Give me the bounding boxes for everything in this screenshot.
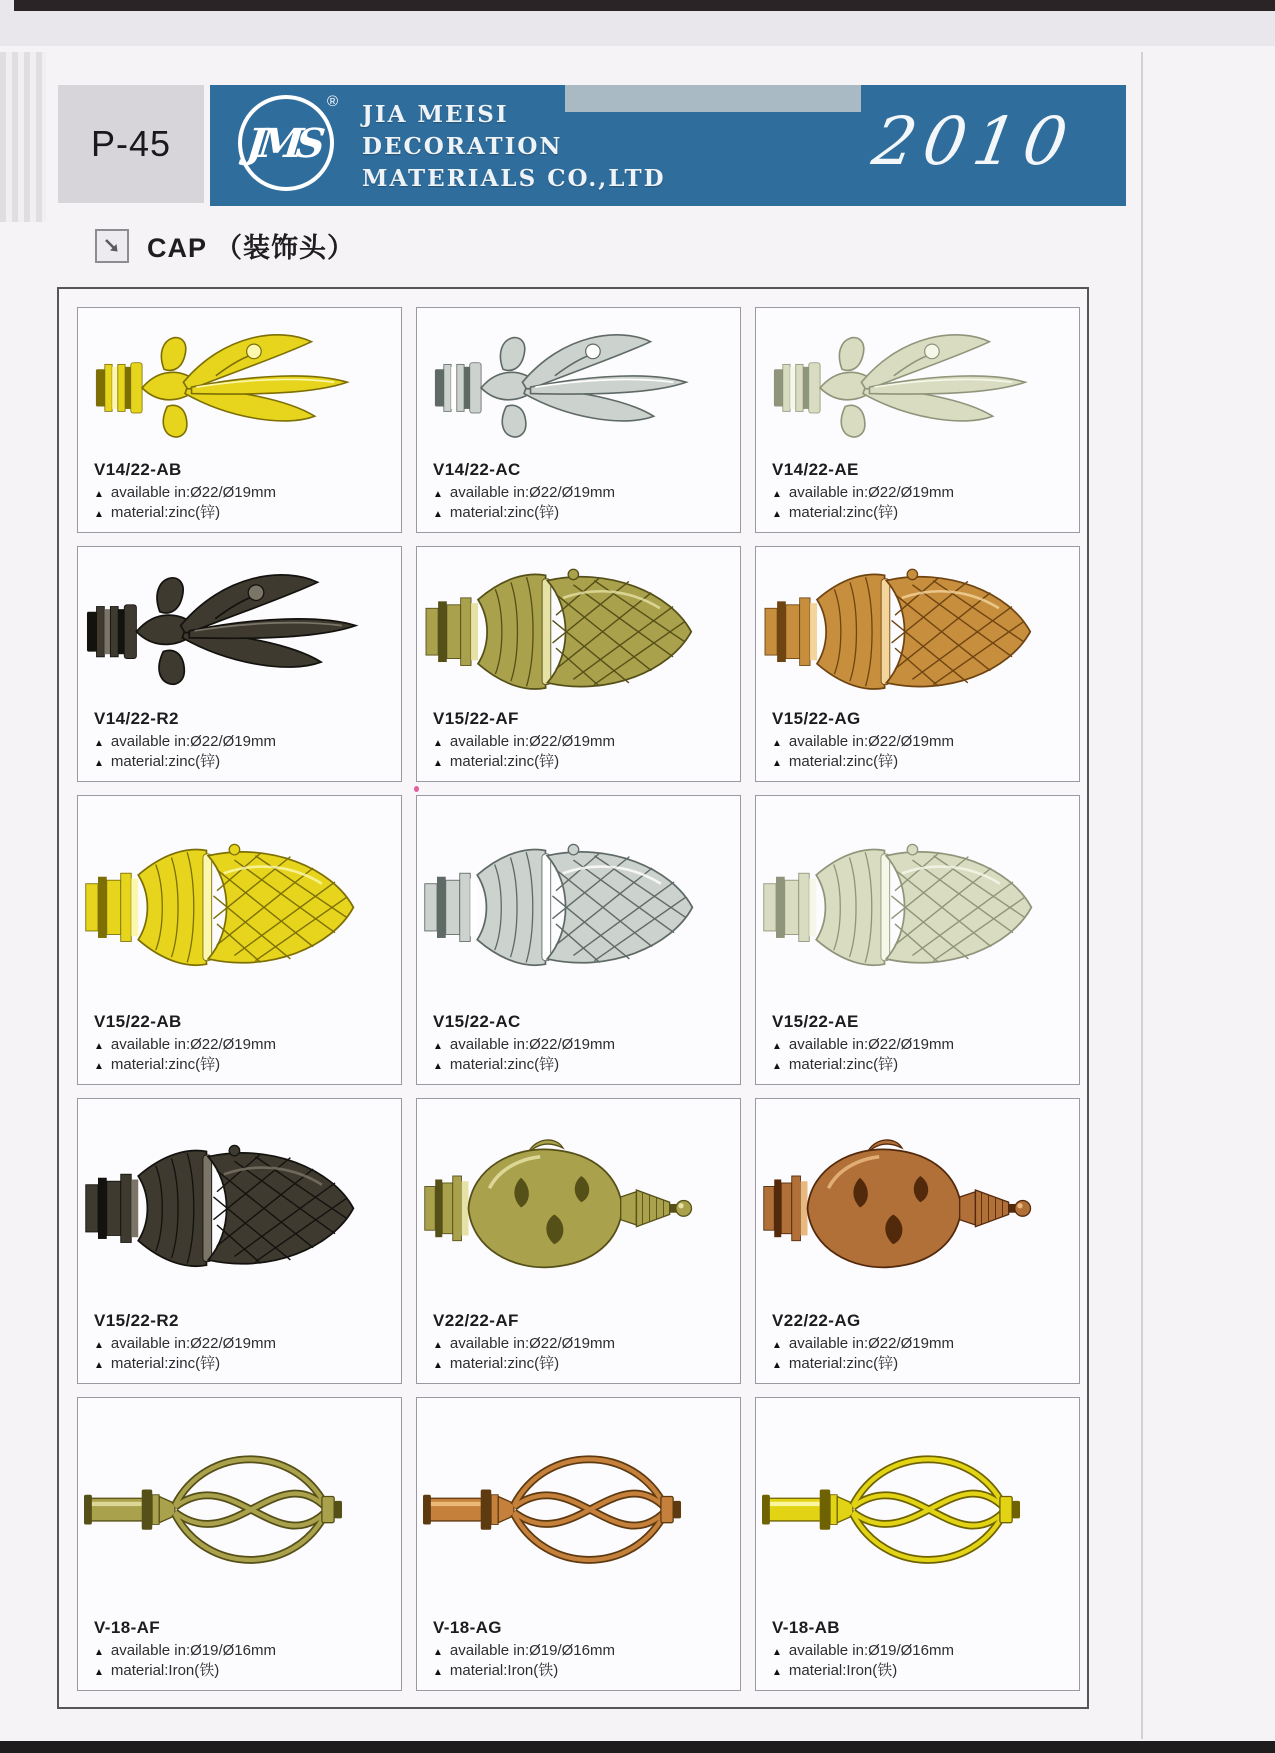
product-available-line xyxy=(94,732,393,752)
product-available-line xyxy=(772,1641,1071,1661)
scan-edge-bottom xyxy=(0,1741,1275,1753)
product-available-line xyxy=(433,732,732,752)
product-code: V-18-AF xyxy=(94,1617,161,1637)
logo-circle-icon xyxy=(238,95,334,191)
product-info xyxy=(756,1311,1079,1384)
product-image xyxy=(756,796,1079,1012)
product-available-line xyxy=(433,1334,732,1354)
triangle-bullet-icon: ▲ xyxy=(772,1060,782,1072)
product-available-line xyxy=(772,483,1071,503)
product-info xyxy=(78,1618,401,1691)
finial-illustration xyxy=(84,833,364,982)
finial-illustration xyxy=(84,319,364,457)
product-info xyxy=(756,709,1079,782)
triangle-bullet-icon: ▲ xyxy=(94,1040,104,1052)
product-available: available in:Ø22/Ø19mm xyxy=(449,1035,615,1053)
product-code: V14/22-R2 xyxy=(94,708,179,728)
triangle-bullet-icon: ▲ xyxy=(94,737,104,749)
triangle-bullet-icon: ▲ xyxy=(94,1359,104,1371)
triangle-bullet-icon: ▲ xyxy=(94,1339,104,1351)
finial-illustration xyxy=(423,1437,703,1586)
company-logo xyxy=(238,95,338,195)
triangle-bullet-icon: ▲ xyxy=(772,1040,782,1052)
product-available-line xyxy=(772,1334,1071,1354)
product-info xyxy=(417,1618,740,1691)
product-material: material:zinc(锌) xyxy=(449,1354,560,1372)
triangle-bullet-icon: ▲ xyxy=(94,488,104,500)
finial-illustration xyxy=(423,558,703,705)
product-code: V15/22-AG xyxy=(772,708,861,728)
triangle-bullet-icon: ▲ xyxy=(433,1646,443,1658)
product-info xyxy=(417,1311,740,1384)
product-code: V-18-AB xyxy=(772,1617,840,1637)
product-code: V15/22-R2 xyxy=(94,1310,179,1330)
product-material-line xyxy=(94,503,393,523)
triangle-bullet-icon: ▲ xyxy=(94,757,104,769)
product-available: available in:Ø22/Ø19mm xyxy=(788,1334,954,1352)
product-code: V14/22-AC xyxy=(433,459,521,479)
triangle-bullet-icon: ▲ xyxy=(772,1666,782,1678)
product-info xyxy=(417,1012,740,1085)
product-material: material:Iron(铁) xyxy=(449,1661,559,1679)
product-cell xyxy=(416,795,741,1085)
product-info xyxy=(78,460,401,533)
product-available-line xyxy=(433,1035,732,1055)
product-material: material:zinc(锌) xyxy=(110,752,221,770)
product-available: available in:Ø22/Ø19mm xyxy=(110,1035,276,1053)
product-available: available in:Ø22/Ø19mm xyxy=(449,732,615,750)
triangle-bullet-icon: ▲ xyxy=(433,488,443,500)
triangle-bullet-icon: ▲ xyxy=(772,1359,782,1371)
product-image xyxy=(78,1398,401,1618)
product-info xyxy=(78,709,401,782)
finial-illustration xyxy=(762,1134,1042,1283)
company-name-line3: MATERIALS CO.,LTD xyxy=(362,165,666,192)
product-image xyxy=(756,547,1079,709)
section-arrow-icon xyxy=(95,229,129,263)
product-image xyxy=(756,1099,1079,1311)
product-material: material:zinc(锌) xyxy=(449,1055,560,1073)
product-available: available in:Ø22/Ø19mm xyxy=(449,1334,615,1352)
page-number-box xyxy=(58,85,204,203)
product-image xyxy=(78,308,401,460)
product-material-line xyxy=(772,1055,1071,1075)
product-cell xyxy=(77,1397,402,1691)
product-available: available in:Ø22/Ø19mm xyxy=(788,1035,954,1053)
triangle-bullet-icon: ▲ xyxy=(433,508,443,520)
finial-illustration xyxy=(84,1437,364,1586)
product-code: V15/22-AB xyxy=(94,1011,182,1031)
triangle-bullet-icon: ▲ xyxy=(772,1646,782,1658)
finial-illustration xyxy=(762,319,1042,457)
triangle-bullet-icon: ▲ xyxy=(94,1060,104,1072)
product-material-line xyxy=(433,1055,732,1075)
product-code: V22/22-AG xyxy=(772,1310,861,1330)
triangle-bullet-icon: ▲ xyxy=(433,1060,443,1072)
triangle-bullet-icon: ▲ xyxy=(772,1339,782,1351)
product-material: material:zinc(锌) xyxy=(788,752,899,770)
product-material: material:zinc(锌) xyxy=(788,503,899,521)
product-cell xyxy=(755,1397,1080,1691)
product-available: available in:Ø19/Ø16mm xyxy=(788,1641,954,1659)
product-available-line xyxy=(772,1035,1071,1055)
product-code: V14/22-AE xyxy=(772,459,859,479)
product-material-line xyxy=(94,752,393,772)
product-material-line xyxy=(433,503,732,523)
triangle-bullet-icon: ▲ xyxy=(772,488,782,500)
product-available-line xyxy=(433,1641,732,1661)
product-info xyxy=(417,460,740,533)
company-banner xyxy=(210,85,1126,206)
logo-monogram: JMS xyxy=(244,119,322,167)
product-material: material:Iron(铁) xyxy=(110,1661,220,1679)
product-image xyxy=(417,1398,740,1618)
triangle-bullet-icon: ▲ xyxy=(433,757,443,769)
page-edge-right xyxy=(1141,52,1143,1739)
finial-illustration xyxy=(423,1134,703,1283)
product-available: available in:Ø19/Ø16mm xyxy=(110,1641,276,1659)
product-image xyxy=(78,1099,401,1311)
product-material-line xyxy=(433,1354,732,1374)
scan-ink-dot xyxy=(414,786,419,792)
product-image xyxy=(417,308,740,460)
product-code: V22/22-AF xyxy=(433,1310,519,1330)
product-cell xyxy=(416,1397,741,1691)
scan-edge-top xyxy=(14,0,1275,11)
product-grid xyxy=(57,287,1089,1709)
triangle-bullet-icon: ▲ xyxy=(94,1666,104,1678)
company-name-line2: DECORATION xyxy=(362,133,563,160)
product-code: V15/22-AC xyxy=(433,1011,521,1031)
product-material: material:zinc(锌) xyxy=(449,503,560,521)
product-available: available in:Ø19/Ø16mm xyxy=(449,1641,615,1659)
triangle-bullet-icon: ▲ xyxy=(433,737,443,749)
product-available: available in:Ø22/Ø19mm xyxy=(449,483,615,501)
product-material: material:zinc(锌) xyxy=(110,1354,221,1372)
product-cell xyxy=(77,307,402,533)
page-number: P-45 xyxy=(90,123,172,164)
product-code: V14/22-AB xyxy=(94,459,182,479)
product-image xyxy=(417,547,740,709)
product-material: material:zinc(锌) xyxy=(788,1354,899,1372)
product-material: material:zinc(锌) xyxy=(788,1055,899,1073)
triangle-bullet-icon: ▲ xyxy=(433,1359,443,1371)
product-available-line xyxy=(772,732,1071,752)
product-image xyxy=(78,547,401,709)
product-available-line xyxy=(94,483,393,503)
product-image xyxy=(756,1398,1079,1618)
product-info xyxy=(756,460,1079,533)
product-available-line xyxy=(433,483,732,503)
product-material-line xyxy=(94,1055,393,1075)
registered-trademark-icon: ® xyxy=(326,93,338,110)
finial-illustration xyxy=(423,319,703,457)
finial-illustration xyxy=(762,558,1042,705)
triangle-bullet-icon: ▲ xyxy=(94,1646,104,1658)
product-cell xyxy=(77,546,402,782)
section-header xyxy=(95,226,355,265)
triangle-bullet-icon: ▲ xyxy=(433,1339,443,1351)
product-code: V-18-AG xyxy=(433,1617,502,1637)
product-image xyxy=(417,796,740,1012)
product-available: available in:Ø22/Ø19mm xyxy=(788,732,954,750)
product-image xyxy=(756,308,1079,460)
product-available-line xyxy=(94,1035,393,1055)
product-code: V15/22-AF xyxy=(433,708,519,728)
catalog-year: 2010 xyxy=(867,103,1081,180)
product-image xyxy=(78,796,401,1012)
finial-illustration xyxy=(423,833,703,982)
triangle-bullet-icon: ▲ xyxy=(94,508,104,520)
product-material-line xyxy=(772,503,1071,523)
product-cell xyxy=(416,1098,741,1384)
triangle-bullet-icon: ▲ xyxy=(772,757,782,769)
section-title: CAP （装饰头） xyxy=(147,233,356,263)
product-material-line xyxy=(94,1661,393,1681)
product-material-line xyxy=(94,1354,393,1374)
product-material: material:zinc(锌) xyxy=(110,503,221,521)
product-available: available in:Ø22/Ø19mm xyxy=(110,1334,276,1352)
product-image xyxy=(417,1099,740,1311)
triangle-bullet-icon: ▲ xyxy=(433,1040,443,1052)
product-info xyxy=(756,1012,1079,1085)
product-cell xyxy=(755,1098,1080,1384)
company-name xyxy=(362,99,666,195)
product-info xyxy=(78,1012,401,1085)
product-material: material:zinc(锌) xyxy=(110,1055,221,1073)
triangle-bullet-icon: ▲ xyxy=(772,737,782,749)
product-cell xyxy=(416,307,741,533)
triangle-bullet-icon: ▲ xyxy=(772,508,782,520)
product-info xyxy=(756,1618,1079,1691)
product-available-line xyxy=(94,1334,393,1354)
product-available-line xyxy=(94,1641,393,1661)
product-available: available in:Ø22/Ø19mm xyxy=(110,732,276,750)
product-material: material:zinc(锌) xyxy=(449,752,560,770)
product-code: V15/22-AE xyxy=(772,1011,859,1031)
product-info xyxy=(417,709,740,782)
product-material-line xyxy=(433,752,732,772)
product-cell xyxy=(755,307,1080,533)
finial-illustration xyxy=(762,833,1042,982)
product-material-line xyxy=(433,1661,732,1681)
product-material: material:Iron(铁) xyxy=(788,1661,898,1679)
finial-illustration xyxy=(762,1437,1042,1586)
product-cell xyxy=(416,546,741,782)
product-material-line xyxy=(772,1354,1071,1374)
finial-illustration xyxy=(84,1134,364,1283)
triangle-bullet-icon: ▲ xyxy=(433,1666,443,1678)
product-available: available in:Ø22/Ø19mm xyxy=(110,483,276,501)
company-name-line1: JIA MEISI xyxy=(362,101,509,128)
product-cell xyxy=(77,795,402,1085)
product-material-line xyxy=(772,1661,1071,1681)
product-cell xyxy=(755,795,1080,1085)
product-available: available in:Ø22/Ø19mm xyxy=(788,483,954,501)
finial-illustration xyxy=(84,558,364,705)
product-material-line xyxy=(772,752,1071,772)
product-cell xyxy=(755,546,1080,782)
page-curl-left xyxy=(0,52,46,222)
product-info xyxy=(78,1311,401,1384)
product-cell xyxy=(77,1098,402,1384)
